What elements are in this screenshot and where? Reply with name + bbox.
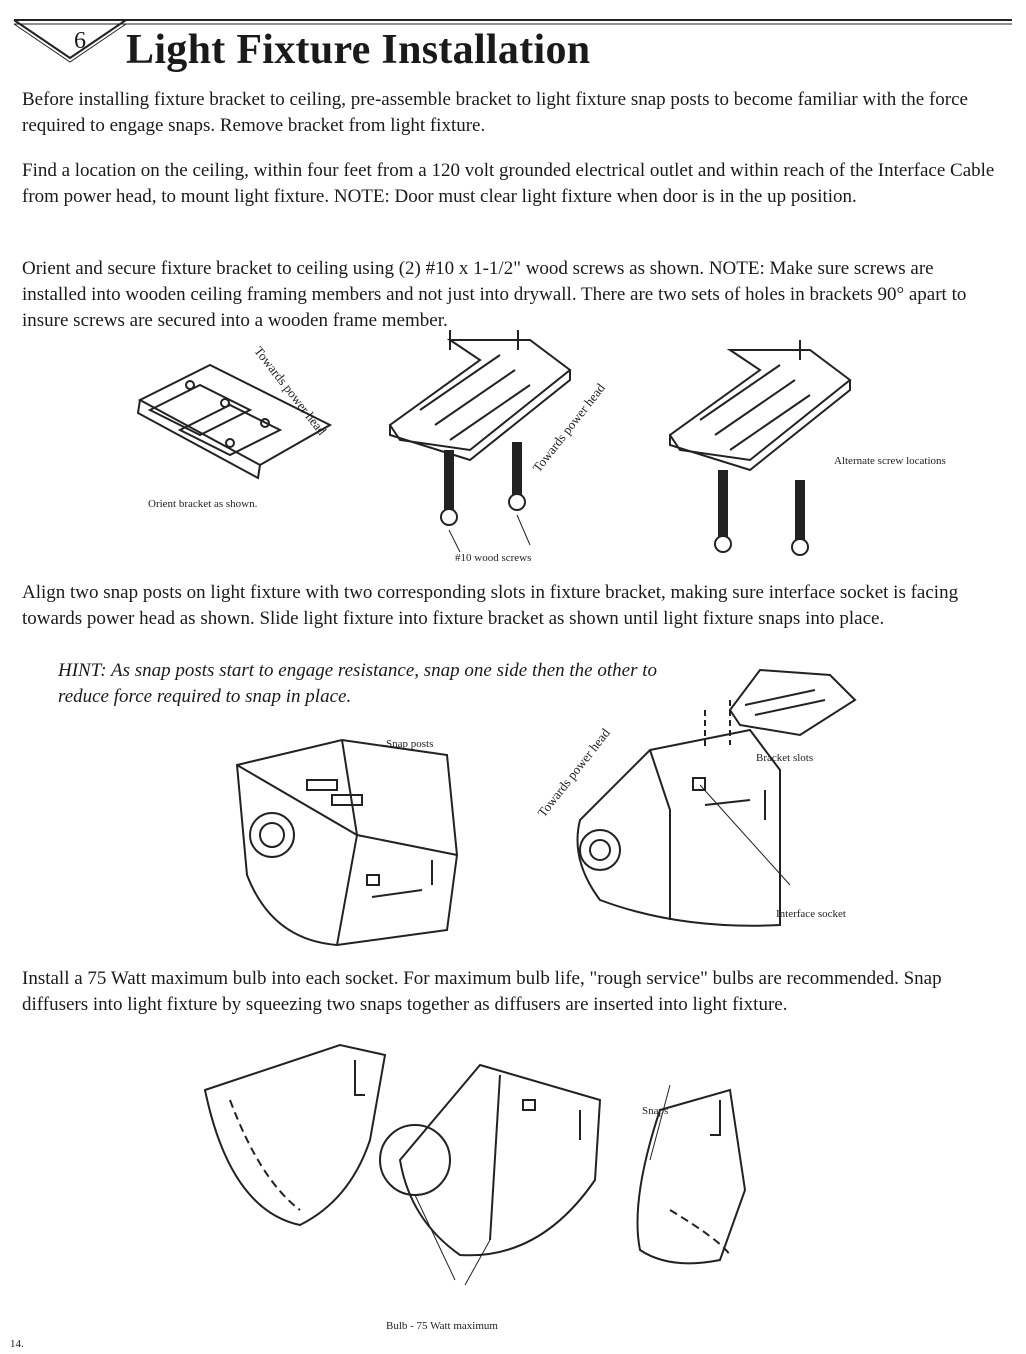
bulb-caption: Bulb - 75 Watt maximum: [386, 1320, 498, 1332]
towards-power-head-label-2: Towards power head: [529, 380, 608, 475]
paragraph-align: Align two snap posts on light fixture with two corresponding slots in fixture bracket, making sure interface socket is facing towards power head as shown. Slide light fixture into fixture bracket as shown until light fixture snaps into place.: [22, 582, 959, 629]
wood-screws-caption: #10 wood screws: [455, 552, 532, 564]
bracket-figure-3: [670, 340, 870, 560]
paragraph-location: Find a location on the ceiling, within four feet from a 120 volt grounded electrical outlet and within reach of the Interface Cable from power head, to mount light fixture. NOTE: Door must clear light fixture when door is in the up position.: [22, 160, 995, 207]
hint-text: HINT: As snap posts start to engage resistance, snap one side then the other to reduce force required to snap in place.: [58, 660, 658, 707]
paragraph-preassemble: Before installing fixture bracket to ceiling, pre-assemble bracket to light fixture snap posts to become familiar with the force required to engage snaps. Remove bracket from light fixture.: [22, 89, 968, 136]
orient-bracket-caption: Orient bracket as shown.: [148, 498, 258, 510]
snaps-caption: Snaps: [642, 1105, 669, 1117]
snap-posts-caption: Snap posts: [386, 738, 434, 750]
page-number: 14.: [10, 1338, 24, 1350]
section-number: 6: [74, 28, 86, 54]
bracket-slots-caption: Bracket slots: [756, 752, 814, 764]
diffuser-figure: [200, 1040, 800, 1320]
alternate-screw-caption: Alternate screw locations: [834, 455, 946, 467]
fixture-figure-1: [232, 735, 472, 950]
towards-power-head-label-1: Towards power head: [251, 343, 330, 438]
towards-power-head-label-3: Towards power head: [534, 725, 613, 820]
paragraph-install: Install a 75 Watt maximum bulb into each socket. For maximum bulb life, "rough service" bulbs are recommended. Snap diffusers into light fixture by squeezing two snaps together as diffusers are inserted into light fixture.: [22, 968, 942, 1015]
interface-socket-caption: Interface socket: [776, 908, 846, 920]
page-title: Light Fixture Installation: [126, 27, 591, 73]
paragraph-orient: Orient and secure fixture bracket to ceiling using (2) #10 x 1-1/2" wood screws as shown. NOTE: Make sure screws are installed into wooden ceiling framing members and not just into drywall. There are two sets of holes in brackets 90° apart to insure screws are secured into a wooden frame member.: [22, 258, 967, 331]
